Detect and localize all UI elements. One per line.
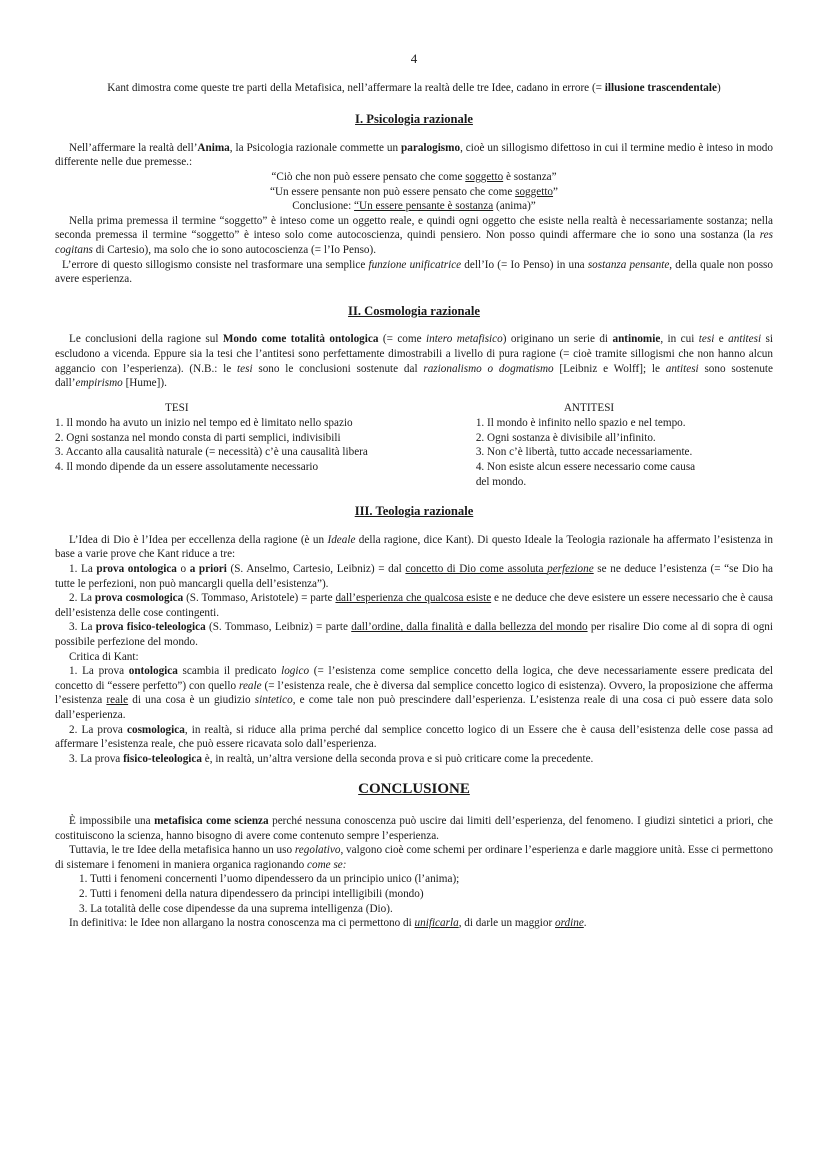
psicologia-paragraph-3: L’errore di questo sillogismo consiste nel trasformare una semplice funzione unificatrice dell’Io (= Io Penso) in una sostanza pensante, della quale non posso avere esperienza. <box>55 258 774 286</box>
conclusion-list <box>55 872 773 916</box>
antitesi-item: 3. Non c’è libertà, tutto accade necessariamente. <box>475 446 693 459</box>
list-item: 2. Tutti i fenomeni della natura dipendessero da principi intelligibili (mondo) <box>79 887 424 900</box>
page-number: 4 <box>410 51 418 66</box>
intro-paragraph: Kant dimostra come queste tre parti della Metafisica, nell’affermare la realtà delle tre Idee, cadano in errore (= illusione trascendentale) <box>107 81 721 94</box>
section-title-teologia: III. Teologia razionale <box>354 504 474 519</box>
antitesi-item: 2. Ogni sostanza è divisibile all’infinito. <box>475 431 656 444</box>
antitesi-item: 4. Non esiste alcun essere necessario come causa <box>475 461 696 474</box>
list-item: 3. La totalità delle cose dipendesse da una suprema intelligenza (Dio). <box>79 902 393 915</box>
tesi-item: 1. Il mondo ha avuto un inizio nel tempo ed è limitato nello spazio <box>55 417 353 430</box>
antitesi-item: 1. Il mondo è infinito nello spazio e nel tempo. <box>475 417 686 430</box>
critica-1: 1. La prova ontologica scambia il predicato logico (= l’esistenza come semplice concetto della logica, che deve necessariamente essere predicata del concetto di “essere perfetto”) con quello reale (= l’esistenza reale, che è diversa dal semplice concetto logico di esistenza). Ovvero, la proposizione che afferma l’esistenza reale di una cosa è un giudizio sintetico, e come tale non può prescindere dall’esperienza. L’esistenza reale di una cosa ci può essere data solo dall’esperienza. <box>55 665 773 721</box>
syllogism-premise-1: “Ciò che non può essere pensato che come soggetto è sostanza” <box>271 170 557 183</box>
document-page <box>55 52 773 931</box>
psicologia-paragraph-1: Nell’affermare la realtà dell’Anima, la Psicologia razionale commette un paralogismo, cioè un sillogismo difettoso in cui il termine medio è inteso in modo differente nelle due premesse.: <box>55 141 773 169</box>
conclusion-paragraph-2: Tuttavia, le tre Idee della metafisica hanno un uso regolativo, valgono cioè come schemi per ordinare l’esperienza e darle maggiore unità. Esse ci permettono di sistemare i fenomeni in maniera organica ragionando come se: <box>55 844 773 871</box>
teologia-paragraph-1: L’Idea di Dio è l’Idea per eccellenza della ragione (è un Ideale della ragione, dice Kant). Di questo Ideale la Teologia razionale ha affermato l’esistenza in base a varie prove che Kant riduce a tre: <box>55 533 773 561</box>
cosmologia-paragraph-1: Le conclusioni della ragione sul Mondo come totalità ontologica (= come intero metafisico) originano un serie di antinomie, in cui tesi e antitesi si escludono a vicenda. Eppure sia la tesi che l’antitesi sono perfettamente dimostrabili a livello di pura ragione (= cioè tramite sillogismi che non hanno alcun aggancio con l’esperienza). (N.B.: le tesi sono le conclusioni sostenute dal razionalismo o dogmatismo [Leibniz e Wolff]; le antitesi sono sostenute dall’empirismo [Hume]). <box>55 333 773 390</box>
syllogism-premise-2: “Un essere pensante non può essere pensato che come soggetto” <box>270 185 558 198</box>
tesi-item: 3. Accanto alla causalità naturale (= necessità) c’è una causalità libera <box>55 446 368 459</box>
tesi-item: 2. Ogni sostanza nel mondo consta di parti semplici, indivisibili <box>55 431 341 444</box>
antitesi-column <box>474 401 773 490</box>
proof-fisico-teleologica: 3. La prova fisico-teleologica (S. Tommaso, Leibniz) = parte dall’ordine, dalla finalità e dalla bellezza del mondo per risalire Dio come al di sopra di ogni possibile perfezione del mondo. <box>55 621 773 648</box>
psicologia-paragraph-2: Nella prima premessa il termine “soggetto” è inteso come un oggetto reale, e quindi ogni oggetto che esiste nella realtà è necessariamente sostanza; nella seconda premessa il termine “soggetto” è inteso solo come autocoscienza, quindi pensiero. Non posso quindi affermare che io sono una sostanza (la res cogitans di Cartesio), ma solo che io sono autocoscienza (= l’Io Penso). <box>55 214 773 256</box>
tesi-header: TESI <box>165 401 189 414</box>
critica-3: 3. La prova fisico-teleologica è, in realtà, un’altra versione della seconda prova e si può criticare come la precedente. <box>69 752 594 765</box>
antitesi-header: ANTITESI <box>563 401 615 414</box>
syllogism-conclusion: Conclusione: “Un essere pensante è sostanza (anima)” <box>292 200 536 213</box>
tesi-item: 4. Il mondo dipende da un essere assolutamente necessario <box>55 461 319 474</box>
conclusion-final: In definitiva: le Idee non allargano la nostra conoscenza ma ci permettono di unificarla, di darle un maggior ordine. <box>69 917 587 930</box>
section-title-cosmologia: II. Cosmologia razionale <box>348 303 480 318</box>
list-item: 1. Tutti i fenomeni concernenti l’uomo dipendessero da un principio unico (l’anima); <box>79 873 460 886</box>
conclusion-title: CONCLUSIONE <box>358 781 470 798</box>
critica-label: Critica di Kant: <box>69 650 139 663</box>
syllogism <box>55 170 773 214</box>
critica-2: 2. La prova cosmologica, in realtà, si riduce alla prima perché dal semplice concetto logico di un Essere che è causa dell’esistenza delle cose passa ad affermare l’esistenza reale, che può essere ricavata solo dall’esperienza. <box>55 723 773 751</box>
conclusion-paragraph-1: È impossibile una metafisica come scienza perché nessuna conoscenza può uscire dai limiti dell’esperienza, del fenomeno. I giudizi sintetici a priori, che costituiscono la scienza, hanno bisogno di avere come contenuto sempre l’esperienza. <box>55 814 774 842</box>
section-title-psicologia: I. Psicologia razionale <box>355 112 473 127</box>
antitesi-item: del mondo. <box>475 475 527 488</box>
proof-ontologica: 1. La prova ontologica o a priori (S. Anselmo, Cartesio, Leibniz) = dal concetto di Dio come assoluta perfezione se ne deduce l’esistenza (= “se Dio ha tutte le perfezioni, non può mancargli quella dell’esistenza”). <box>55 563 773 590</box>
proof-cosmologica: 2. La prova cosmologica (S. Tommaso, Aristotele) = parte dall’esperienza che qualcosa esiste e ne deduce che deve esistere un essere necessario che è causa dell’esistenza delle cose contingenti. <box>55 592 773 619</box>
antinomies-table <box>55 401 773 490</box>
tesi-column <box>55 401 474 490</box>
